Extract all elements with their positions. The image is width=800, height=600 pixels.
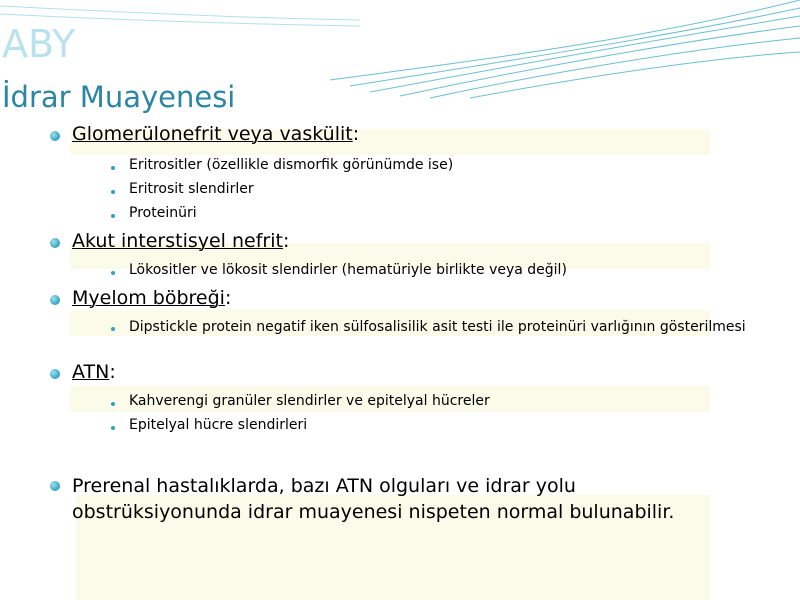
heading-colon: :	[224, 287, 232, 309]
list-item: Lökositler ve lökosit slendirler (hematüriyle birlikte veya değil)	[129, 262, 567, 278]
section-heading-text: Glomerülonefrit veya vaskülit	[72, 123, 353, 145]
bullet-icon	[50, 295, 60, 305]
heading-colon: :	[352, 123, 360, 145]
conclusion-text: Prerenal hastalıklarda, bazı ATN olguları ve idrar yolu obstrüksiyonunda idrar muayenesi nispeten normal bulunabilir.	[72, 475, 675, 523]
heading-colon: :	[282, 230, 290, 252]
bullet-icon	[50, 369, 60, 379]
sub-bullet-icon	[111, 327, 115, 331]
section-heading-3	[72, 287, 231, 309]
list-item: Proteinüri	[129, 205, 197, 221]
slide-title: İdrar Muayenesi	[2, 80, 236, 114]
bullet-icon	[50, 481, 60, 491]
list-item: Epitelyal hücre slendirleri	[129, 417, 308, 433]
sub-bullet-icon	[111, 190, 115, 194]
section-heading-text: ATN	[72, 361, 110, 383]
sub-bullet-icon	[111, 214, 115, 218]
heading-colon: :	[109, 361, 116, 383]
section-heading-text: Akut interstisyel nefrit	[72, 230, 283, 252]
list-item: Eritrosit slendirler	[129, 181, 254, 197]
sub-bullet-icon	[111, 271, 115, 275]
section-heading-1	[72, 123, 359, 145]
list-item: Dipstickle protein negatif iken sülfosalisilik asit testi ile proteinüri varlığının gösterilmesi	[129, 319, 746, 335]
list-item: Kahverengi granüler slendirler ve epitelyal hücreler	[129, 393, 490, 409]
sub-bullet-icon	[111, 402, 115, 406]
sub-bullet-icon	[111, 166, 115, 170]
section-heading-text: Myelom böbreği	[72, 287, 225, 309]
section-heading-2	[72, 230, 289, 252]
bullet-icon	[50, 131, 60, 141]
section-heading-4	[72, 361, 116, 383]
list-item: Eritrositler (özellikle dismorfik görünümde ise)	[129, 157, 454, 173]
bullet-icon	[50, 238, 60, 248]
slide-header: ABY	[2, 22, 76, 66]
sub-bullet-icon	[111, 426, 115, 430]
